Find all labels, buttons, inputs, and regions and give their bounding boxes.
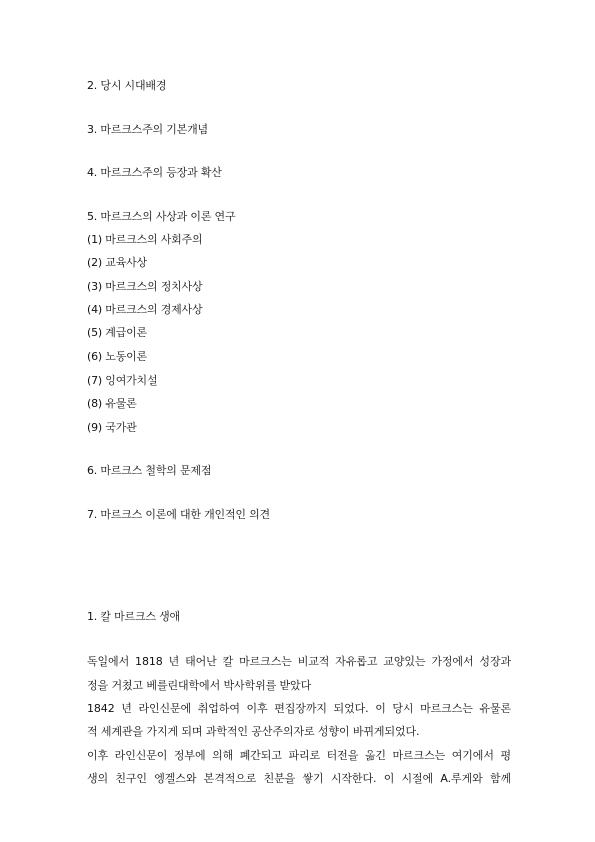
toc-item-2: 2. 당시 시대배경: [87, 79, 167, 92]
body-text-line: 정을 거쳤고 베를린대학에서 박사학위를 받았다: [87, 679, 312, 692]
body-text-line: 1842 년 라인신문에 취업하여 이후 편집장까지 되었다. 이 당시 마르크스는 유물론: [87, 702, 511, 715]
toc-subitem: (8) 유물론: [87, 397, 137, 410]
toc-item-7: 7. 마르크스 이론에 대한 개인적인 의견: [87, 508, 270, 521]
toc-subitem: (6) 노동이론: [87, 350, 147, 363]
section-heading: 1. 칼 마르크스 생애: [87, 610, 180, 623]
toc-item-6: 6. 마르크스 철학의 문제점: [87, 464, 212, 477]
toc-item-4: 4. 마르크스주의 등장과 확산: [87, 166, 222, 179]
toc-subitem: (2) 교육사상: [87, 256, 147, 269]
toc-item-5: 5. 마르크스의 사상과 이론 연구: [87, 210, 236, 223]
body-text-line: 적 세계관을 가지게 되며 과학적인 공산주의자로 성향이 바뀌게되었다.: [87, 725, 420, 738]
body-text-line: 독일에서 1818 년 태어난 칼 마르크스는 비교적 자유롭고 교양있는 가정에서 성장과: [87, 655, 511, 668]
body-text-line: 이후 라인신문이 정부에 의해 폐간되고 파리로 터전을 옮긴 마르크스는 여기에서 평: [87, 749, 511, 762]
toc-subitem: (1) 마르크스의 사회주의: [87, 233, 203, 246]
toc-subitem: (4) 마르크스의 경제사상: [87, 303, 203, 316]
toc-subitem: (5) 계급이론: [87, 326, 147, 339]
body-text-line: 생의 친구인 엥겔스와 본격적으로 친분을 쌓기 시작한다. 이 시절에 A.루게와 함께: [87, 772, 511, 785]
toc-subitem: (3) 마르크스의 정치사상: [87, 280, 203, 293]
toc-subitem: (9) 국가관: [87, 421, 137, 434]
toc-item-3: 3. 마르크스주의 기본개념: [87, 123, 208, 136]
toc-subitem: (7) 잉여가치설: [87, 374, 158, 387]
